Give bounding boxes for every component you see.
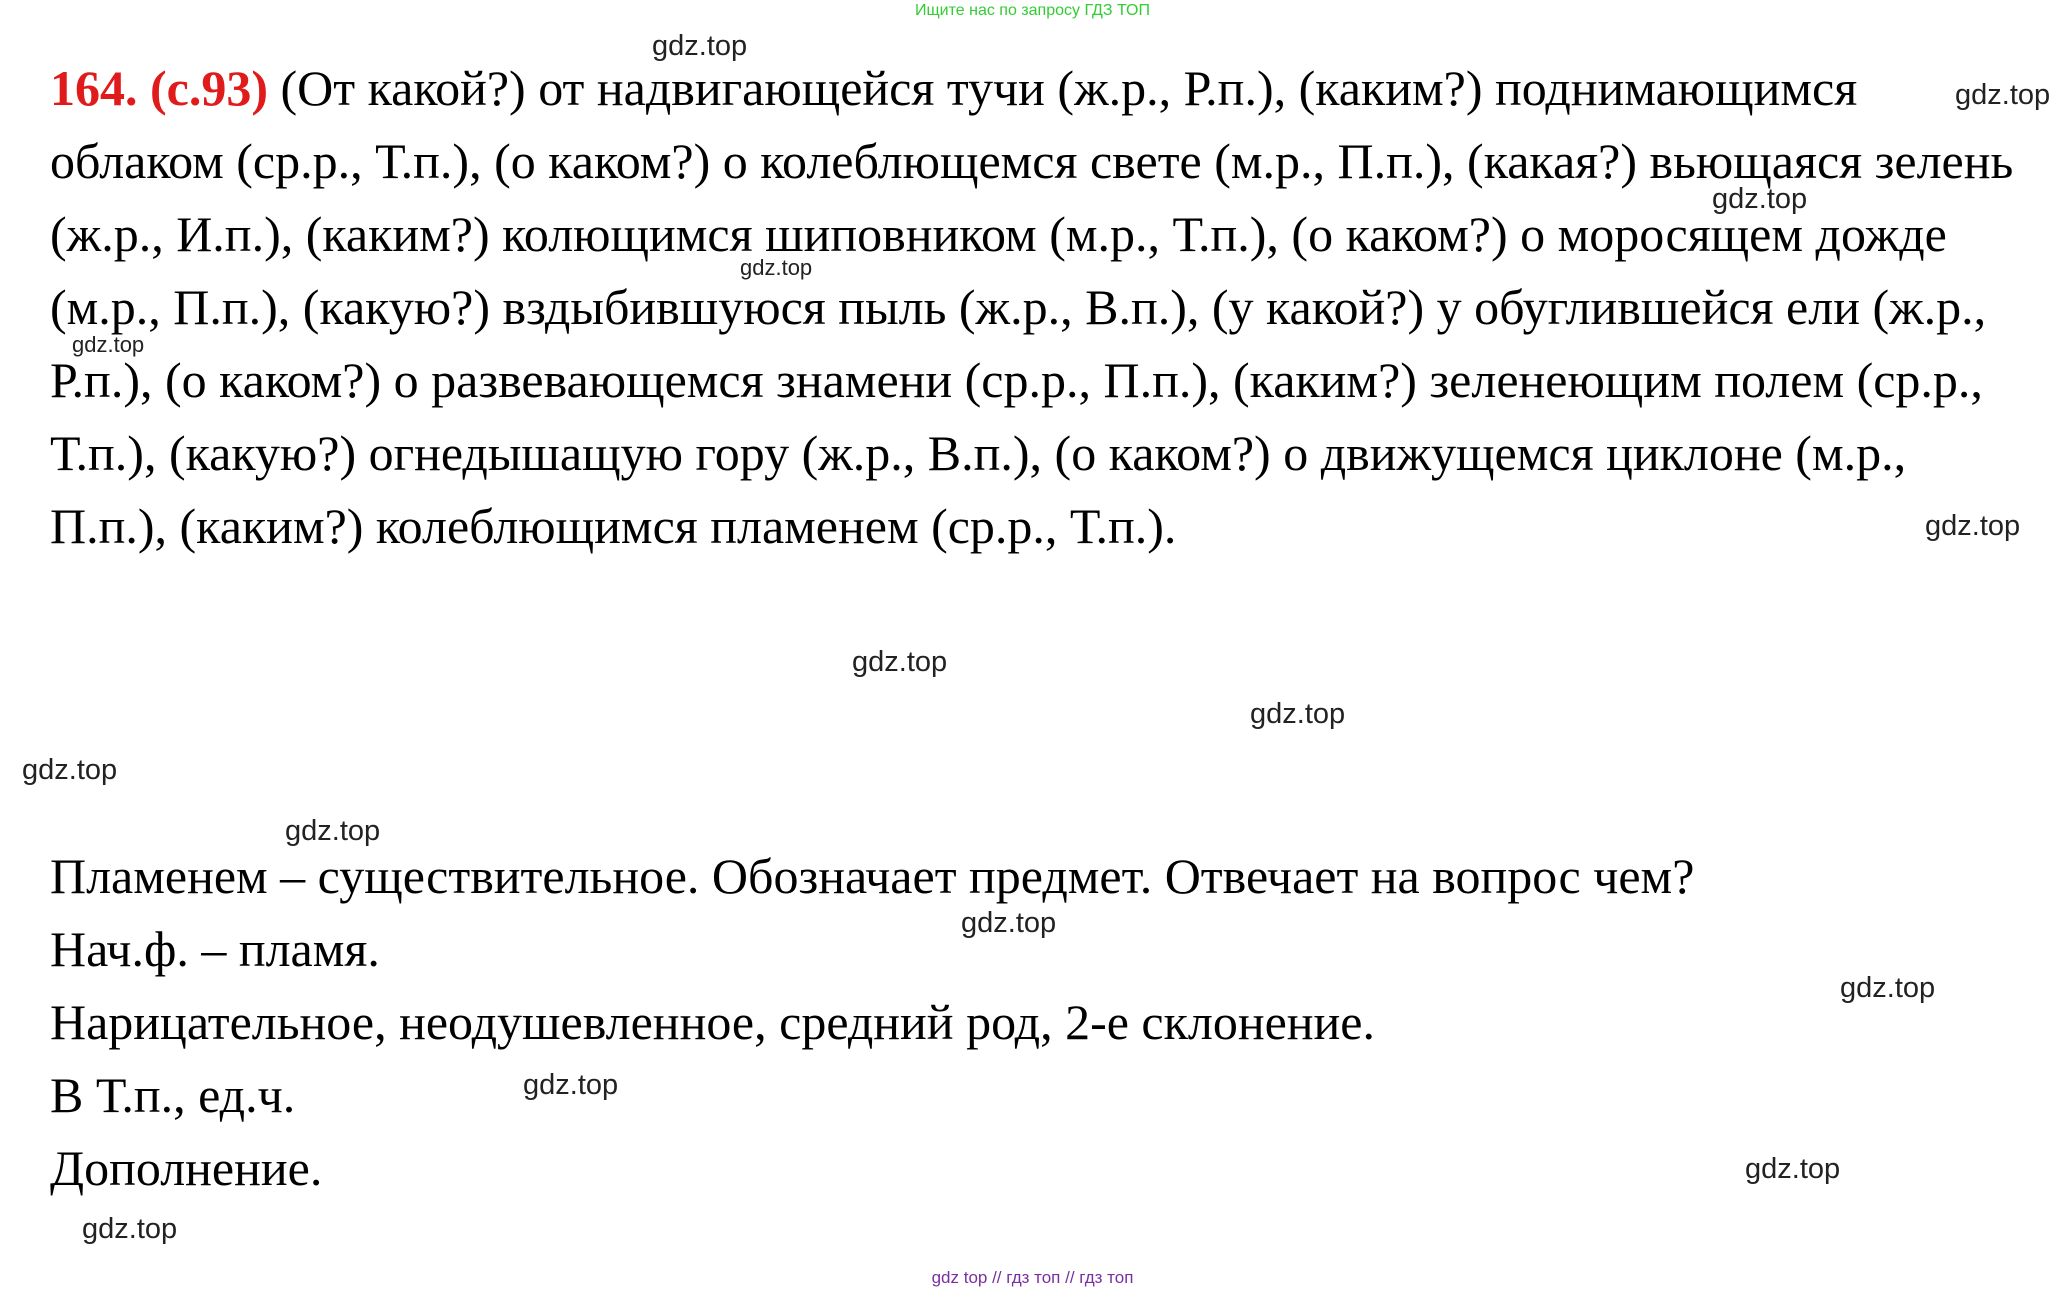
- watermark: gdz.top: [652, 30, 748, 62]
- watermark: gdz.top: [1925, 510, 2021, 542]
- analysis-line: Нач.ф. – пламя.: [50, 921, 380, 977]
- watermark: gdz.top: [740, 255, 813, 280]
- analysis-line: Нарицательное, неодушевленное, средний род, 2-е склонение.: [50, 994, 1375, 1050]
- word-analysis: [50, 840, 2035, 1205]
- analysis-line: Дополнение.: [50, 1140, 323, 1196]
- task-number: 164. (с.93): [50, 60, 268, 116]
- watermark: gdz.top: [82, 1213, 178, 1245]
- analysis-line: В Т.п., ед.ч.: [50, 1067, 296, 1123]
- top-banner[interactable]: Ищите нас по запросу ГДЗ ТОП: [915, 2, 1150, 19]
- watermark: gdz.top: [961, 907, 1057, 939]
- task-text: (От какой?) от надвигающейся тучи (ж.р., Р.п.), (каким?) поднимающимся облаком (ср.р., Т.п.), (о каком?) о колеблющемся свете (м.р., П.п.), (какая?) вьющаяся зелень (ж.р., И.п.), (каким?) колющимся шиповником (м.р., Т.п.), (о каком?) о моросящем дожде (м.р., П.п.), (какую?) вздыбившуюся пыль (ж.р., В.п.), (у какой?) у обуглившейся ели (ж.р., Р.п.), (о каком?) о развевающемся знамени (ср.р., П.п.), (каким?) зеленеющим полем (ср.р., Т.п.), (какую?) огнедышащую гору (ж.р., В.п.), (о каком?) о движущемся циклоне (м.р., П.п.), (каким?) колеблющимся пламенем (ср.р., Т.п.).: [50, 60, 2014, 554]
- watermark: gdz.top: [1712, 183, 1808, 215]
- watermark: gdz.top: [22, 754, 118, 786]
- footer-links[interactable]: gdz top // гдз топ // гдз топ: [931, 1268, 1134, 1287]
- watermark: gdz.top: [1955, 79, 2051, 111]
- watermark: gdz.top: [1250, 698, 1346, 730]
- watermark: gdz.top: [285, 815, 381, 847]
- analysis-line: Пламенем – существительное. Обозначает предмет. Отвечает на вопрос чем?: [50, 848, 1695, 904]
- watermark: gdz.top: [852, 646, 948, 678]
- watermark: gdz.top: [523, 1069, 619, 1101]
- watermark: gdz.top: [1745, 1153, 1841, 1185]
- task-paragraph: [50, 52, 2035, 563]
- watermark: gdz.top: [1840, 972, 1936, 1004]
- watermark: gdz.top: [72, 332, 145, 357]
